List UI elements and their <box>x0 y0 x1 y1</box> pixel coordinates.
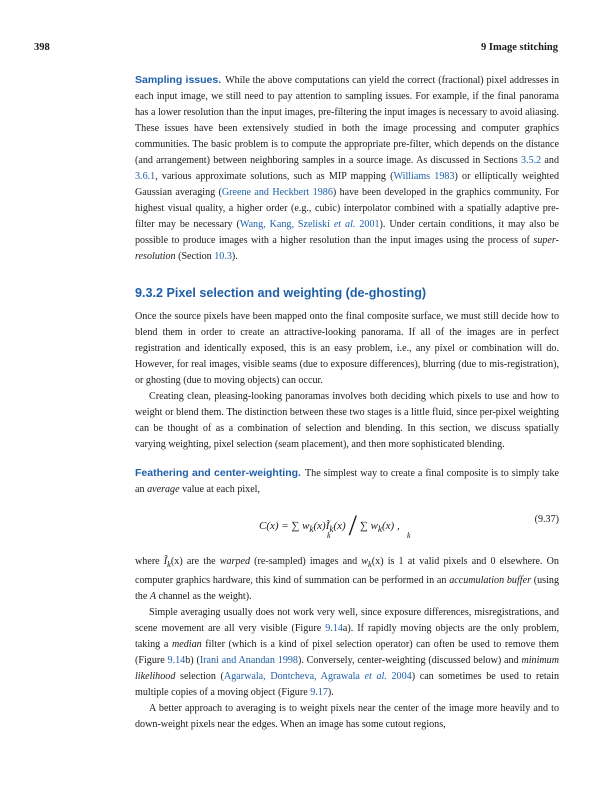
paragraph-1: Once the source pixels have been mapped onto the final composite surface, we must still decide how to blend them in order to create an attractive-looking panorama. If all of the images are in perfect registration and identically exposed, this is an easy problem, i.e., any pixel or combination will do. However, for real images, visible seams (due to exposure differences), blurring (due to mis-registration), or ghosting (due to moving objects) can occur. <box>135 311 559 386</box>
citation-wang[interactable]: Wang, Kang, Szeliski et al. 2001 <box>239 219 380 230</box>
section-link-3-6-1[interactable]: 3.6.1 <box>135 171 156 182</box>
section-heading: 9.3.2 Pixel selection and weighting (de-ghosting) <box>135 286 427 300</box>
equation-9-37 <box>135 504 559 548</box>
body-text <box>135 72 559 733</box>
chapter-title: 9 Image stitching <box>481 42 558 53</box>
sum-index: k <box>407 531 411 540</box>
citation-irani[interactable]: Irani and Anandan 1998 <box>199 655 298 667</box>
division-slash: / <box>348 509 357 542</box>
section-link-3-5-2[interactable]: 3.5.2 <box>521 155 542 166</box>
paragraph-3: Simple averaging usually does not work very well, since exposure differences, misregistrations, and scene movement are all very visible (Figure 9.14a). If rapidly moving objects are the only problem, taking a median filter (which is a kind of pixel selection operator) can often be used to remove them (Figure 9.14b) (Irani and Anandan 1998). Conversely, center-weighting (discussed below) and minimum likelihood selection (Agarwala, Dontcheva, Agrawala et al. 2004) can sometimes be used to retain multiple copies of a moving object (Figure 9.17). <box>135 607 560 699</box>
sampling-paragraph: Sampling issues. While the above computations can yield the correct (fractional) pixel addresses in each input image, we still need to pay attention to sampling issues. For example, if the final panorama has a lower resolution than the input images, pre-filtering the input images is necessary to avoid aliasing. These issues have been extensively studied in both the image processing and computer graphics communities. The basic problem is to compute the appropriate pre-filter, which depends on the distance (and arrangement) between neighboring samples in a source image. As discussed in Sections 3.5.2 and 3.6.1, various approximate solutions, such as MIP mapping (Williams 1983) or elliptically weighted Gaussian averaging (Greene and Heckbert 1986) have been developed in the graphics community. For highest visual quality, a higher order (e.g., cubic) interpolator combined with a spatially adaptive pre-filter may be necessary (Wang, Kang, Szeliski et al. 2001). Under certain conditions, it may also be possible to produce images with a higher resolution than the input images using the process of super-resolution (Section 10.3). <box>135 74 559 262</box>
feathering-paragraph: Feathering and center-weighting. The simplest way to create a final composite is to simply take an average value at each pixel, <box>135 467 559 495</box>
paragraph-2: Creating clean, pleasing-looking panoramas involves both deciding which pixels to use and how to weight or blend them. The distinction between these two stages is a little fluid, since per-pixel weighting can be thought of as a combination of selection and blending. In this section, we discuss spatially varying weighting, pixel selection (seam placement), and then more sophisticated blending. <box>135 391 559 450</box>
feathering-heading: Feathering and center-weighting. <box>135 467 301 479</box>
citation-agarwala[interactable]: Agarwala, Dontcheva, Agrawala et al. 2004 <box>223 671 412 683</box>
sampling-heading: Sampling issues. <box>135 74 222 86</box>
equation-body: C(x) = ∑ $w_k(x)Ĩ_k(x)$ / ∑ $w_k(x)$ , <box>259 509 400 542</box>
sum-symbol: ∑ <box>291 520 300 532</box>
sum-symbol: ∑ <box>360 520 368 532</box>
section-link-10-3[interactable]: 10.3 <box>214 251 232 262</box>
citation-greene[interactable]: Greene and Heckbert 1986 <box>221 187 333 198</box>
figure-link-9-14a[interactable]: 9.14 <box>325 623 343 635</box>
where-paragraph: where $Ĩ_k(x)$ are the warped (re-sampled) images and $w_k(x)$ is 1 at valid pixels and 0 elsewhere. On computer graphics hardware, this kind of summation can be performed in an accumulation buffer (using the A channel as the weight). <box>135 556 559 603</box>
super-resolution-term: super-resolution <box>135 235 559 262</box>
citation-williams[interactable]: Williams 1983 <box>393 171 455 182</box>
paragraph-4: A better approach to averaging is to weight pixels near the center of the image more heavily and to down-weight pixels near the edges. When an image has some cutout regions, <box>135 703 559 731</box>
sum-index: k <box>327 531 331 540</box>
figure-link-9-14b[interactable]: 9.14 <box>167 655 186 667</box>
figure-link-9-17[interactable]: 9.17 <box>310 687 328 699</box>
equation-number: (9.37) <box>534 514 559 525</box>
page-number: 398 <box>34 42 50 53</box>
